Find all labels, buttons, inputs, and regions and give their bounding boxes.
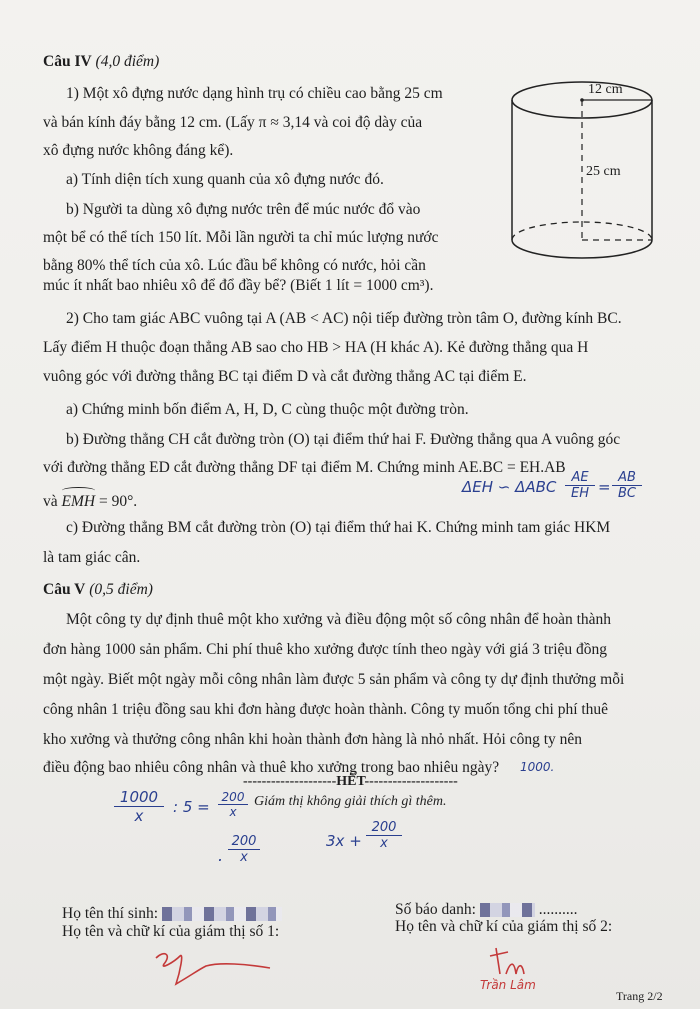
end-note: Giám thị không giải thích gì thêm.: [254, 794, 447, 809]
q4-p2-line3: vuông góc với đường thẳng BC tại điểm D và cắt đường thẳng AC tại điểm E.: [43, 368, 527, 385]
hw-frac1-den: EH: [571, 486, 589, 501]
q5-line6: điều động bao nhiêu công nhân và thuê kho xưởng trong bao nhiêu ngày?: [43, 759, 500, 776]
q5-heading: [43, 580, 153, 600]
q5-title: Câu V: [43, 581, 86, 598]
proctor2-signature: [478, 944, 598, 1004]
candidate-name-row: [62, 904, 282, 924]
hw-frac2: [612, 470, 642, 501]
q4-p2b-line2: với đường thẳng ED cắt đường thẳng DF tại điểm M. Chứng minh AE.BC = EH.AB: [43, 459, 566, 476]
q4-p2-line1: 2) Cho tam giác ABC vuông tại A (AB < AC) nội tiếp đường tròn tâm O, đường kính BC.: [66, 310, 622, 327]
angle-emh: [62, 490, 96, 512]
hw-f1-den: x: [134, 807, 144, 825]
hw-frac-200-x-a: [218, 790, 248, 819]
hw-frac1: [565, 470, 595, 501]
p2b-and: và: [43, 493, 62, 510]
q4-points: (4,0 điểm): [95, 53, 160, 70]
hw-f2-den: x: [229, 805, 237, 819]
redacted-name: [162, 907, 282, 921]
redacted-number: [480, 903, 535, 917]
q4-p2b-line3: [43, 490, 137, 512]
q4-title: Câu IV: [43, 53, 92, 70]
hw-3x: 3x +: [326, 832, 362, 850]
proctor2-label: Họ tên và chữ kí của giám thị số 2:: [395, 918, 613, 935]
q4-p1b-line3: bằng 80% thể tích của xô. Lúc đầu bể không có nước, hỏi cần: [43, 257, 426, 274]
q5-line3: một ngày. Biết một ngày mỗi công nhân làm được 5 sản phẩm và công ty dự định thưởng mỗi: [43, 671, 625, 688]
q4-p2c-line1: c) Đường thẳng BM cắt đường tròn (O) tại điểm thứ hai K. Chứng minh tam giác HKM: [66, 519, 611, 536]
candidate-number-dots: ..........: [538, 901, 578, 918]
hw-f3-num: 200: [228, 834, 260, 850]
q4-heading: [43, 52, 159, 72]
proctor1-label: Họ tên và chữ kí của giám thị số 1:: [62, 923, 280, 940]
q5-line1: Một công ty dự định thuê một kho xưởng và điều động một số công nhân để hoàn thành: [66, 611, 612, 628]
hw-frac-1000-x: [114, 788, 164, 825]
q4-p1-line2: và bán kính đáy bằng 12 cm. (Lấy π ≈ 3,14 và coi độ dày của: [43, 114, 423, 131]
hw-equals: =: [598, 478, 611, 496]
q5-line4: công nhân 1 triệu đồng sau khi đơn hàng được hoàn thành. Công ty muốn tổng chi phí thuê: [43, 701, 609, 718]
q4-p1-line1: 1) Một xô đựng nước dạng hình trụ có chiều cao bằng 25 cm: [66, 85, 443, 102]
hw-frac2-num: AB: [612, 470, 642, 486]
q4-p2-line2: Lấy điểm H thuộc đoạn thẳng AB sao cho HB > HA (H khác A). Kẻ đường thẳng qua H: [43, 339, 589, 356]
candidate-number-label: Số báo danh:: [395, 901, 476, 918]
q4-p2a: a) Chứng minh bốn điểm A, H, D, C cùng thuộc một đường tròn.: [66, 401, 469, 418]
proctor1-signature: [150, 944, 290, 994]
hw-frac1-num: AE: [565, 470, 595, 486]
q5-points: (0,5 điểm): [89, 581, 153, 598]
proctor2-signature-name: Trần Lâm: [480, 978, 536, 992]
end-marker: --------------------HẾT--------------------: [243, 774, 458, 789]
hw-similar: ΔEH ∽ ΔΑΒC: [462, 478, 557, 496]
cylinder-figure: [508, 78, 668, 268]
page-number: Trang 2/2: [616, 989, 663, 1003]
hw-f1-num: 1000: [114, 788, 164, 807]
p2b-90: = 90°.: [95, 493, 138, 510]
q4-p1b-line1: b) Người ta dùng xô đựng nước trên để múc nước đổ vào: [66, 201, 421, 218]
hw-frac-200-x-b: [228, 834, 260, 865]
radius-label: 12 cm: [588, 82, 623, 97]
q4-p2c-line2: là tam giác cân.: [43, 549, 141, 566]
height-label: 25 cm: [586, 164, 621, 179]
candidate-name-label: Họ tên thí sinh:: [62, 905, 159, 922]
hw-dot: .: [218, 846, 224, 865]
hw-f4-den: x: [380, 836, 388, 851]
hw-frac-200-x-c: [366, 820, 402, 851]
q4-p1a: a) Tính diện tích xung quanh của xô đựng nước đó.: [66, 171, 384, 188]
hw-f4-num: 200: [366, 820, 402, 836]
q5-line5: kho xưởng và thưởng công nhân khi hoàn thành đơn hàng là nhỏ nhất. Hỏi công ty nên: [43, 731, 583, 748]
hw-frac2-den: BC: [618, 486, 636, 501]
hw-1000: 1000.: [520, 760, 555, 774]
hw-f3-den: x: [240, 850, 248, 865]
q5-line2: đơn hàng 1000 sản phẩm. Chi phí thuê kho xưởng được tính theo ngày với giá 3 triệu đồng: [43, 641, 608, 658]
q4-p1b-line2: một bể có thể tích 150 lít. Mỗi lần người ta chỉ múc lượng nước: [43, 229, 439, 246]
angle-emh-text: EMH: [61, 493, 96, 510]
q4-p1-line3: xô đựng nước không đáng kể).: [43, 142, 234, 159]
q4-p2b-line1: b) Đường thẳng CH cắt đường tròn (O) tại điểm thứ hai F. Đường thẳng qua A vuông góc: [66, 431, 621, 448]
q4-p1b-line4: múc ít nhất bao nhiêu xô để đổ đầy bể? (Biết 1 lít = 1000 cm³).: [43, 277, 434, 294]
hw-colon5: : 5 =: [173, 798, 210, 816]
hw-f2-num: 200: [218, 790, 248, 805]
